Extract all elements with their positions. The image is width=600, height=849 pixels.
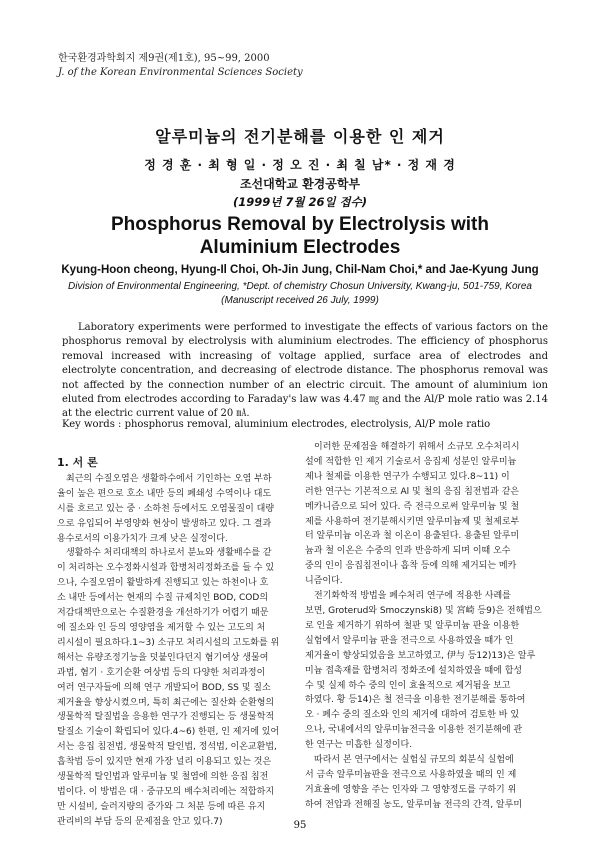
text-line: 설에 적합한 인 제거 기술로서 응집제 성분인 알루미늄 [305, 456, 517, 467]
text-line: 해서는 유량조정기능을 덧붙인다던지 혐기여상 생물여 [57, 652, 269, 663]
text-line: 제거율이 향상되었음을 보고하였고, 伊与 등12)13)은 알루 [305, 650, 536, 661]
text-line: 생물학적 탈질법을 응용한 연구가 진행되는 등 생물학적 [57, 712, 275, 723]
text-line: 제나 철제를 이용한 연구가 수행되고 있다.8~11) 이 [305, 471, 510, 482]
text-line: 으나, 수질오염이 활발하게 진행되고 있는 하천이나 호 [57, 578, 269, 589]
section-heading-introduction: 1. 서 론 [57, 456, 98, 469]
text-line: 한 연구는 미흡한 실정이다. [305, 740, 413, 751]
text-line: 전기화학적 방법을 폐수처리 연구에 적용한 사례를 [314, 591, 511, 602]
text-line: 로 인을 제거하기 위하여 철판 및 알루미늄 판을 이용한 [305, 620, 520, 631]
english-title [0, 213, 600, 259]
text-line: 서는 응집 침전법, 생물학적 탈인법, 정석법, 이온교환법, [57, 742, 277, 753]
text-line: 저감대책만으로는 수질환경을 개선하기가 어렵기 때문 [57, 608, 269, 619]
text-line: 으로 유입되어 부영양화 현상이 발생하고 있다. 그 결과 [57, 518, 272, 529]
body-column-left [57, 456, 299, 830]
text-line: 과법, 혐기 · 호기순환 여상법 등의 다양한 처리과정이 [57, 667, 266, 678]
text-line: 거효율에 영향을 주는 인자와 그 영향정도를 구하기 위 [305, 784, 517, 795]
text-line: 소 내만 등에서는 현재의 수질 규제치인 BOD, COD의 [57, 593, 269, 604]
english-affiliation [0, 280, 600, 308]
text-line: 이러한 문제점을 해결하기 위해서 소규모 오수처리시 [314, 442, 520, 452]
text-line: 관리비의 부담 등의 문제점을 안고 있다.7) [57, 816, 223, 827]
text-line: 서 금속 알루미늄판을 전극으로 사용하였을 때의 인 제 [305, 769, 517, 780]
english-title-line1: Phosphorus Removal by Electrolysis with [111, 214, 489, 235]
korean-authors: 정 경 훈 · 최 형 일 · 정 오 진 · 최 칠 남* · 정 재 경 [144, 158, 456, 172]
text-line: 흡착법 등이 있지만 현재 가장 널리 이용되고 있는 것은 [57, 757, 272, 768]
text-line: 생활하수 처리대책의 하나로서 분뇨와 생활배수를 같 [66, 548, 272, 559]
text-line: 에 질소와 인 등의 영양염을 제거할 수 있는 고도의 처 [57, 622, 266, 633]
text-line: 실험에서 알루미늄 판을 전극으로 사용하였을 때가 인 [305, 635, 514, 646]
text-line: 만 시설비, 슬러지량의 증가와 그 처분 등에 따른 유지 [57, 801, 266, 812]
text-line: 으나, 국내에서의 알루미늄전극을 이용한 전기분해에 관 [305, 725, 523, 736]
korean-affiliation: 조선대학교 환경공학부 [239, 177, 361, 191]
keywords: Key words : phosphorus removal, aluminium electrodes, electrolysis, Al/P mole ratio [62, 419, 491, 430]
right-column-text [305, 440, 547, 813]
text-line: 하여 전압과 전해질 농도, 알루미늄 전극의 간격, 알루미 [305, 799, 523, 810]
text-line: 제를 사용하여 전기분해시키면 알루미늄제 및 철제로부 [305, 516, 520, 527]
abstract: Laboratory experiments were performed to investigate the effects of various factors on the phosphorus removal by electrolysis with aluminium electrodes. The efficiency of phosphorus removal increased with increasing of voltage applied, surface area of electrodes and electrolyte concentration, and decreasing of electrode distance. The phosphorus removal was not affected by the connection number of an electric circuit. The amount of aluminium ion eluted from electrodes according to Faraday's law was 4.47 ㎎ and the Al/P mole ratio was 2.14 at the electric current value of 20 ㎃. [62, 322, 548, 420]
text-line: 최근의 수질오염은 생활하수에서 기인하는 오염 부하 [66, 473, 272, 484]
english-authors: Kyung-Hoon cheong, Hyung-Il Choi, Oh-Jin Jung, Chil-Nam Choi,* and Jae-Kyung Jung [61, 264, 539, 276]
text-line: 용수로서의 이용가치가 크게 낮은 실정이다. [57, 533, 228, 544]
text-line: 여러 연구자들에 의해 연구 개발되어 BOD, SS 및 질소 [57, 682, 271, 693]
text-line: 중의 인이 응집침전이나 흡착 등에 의해 제거되는 메카 [305, 561, 517, 572]
text-line: 메카니즘으로 되어 있다. 즉 전극으로써 알루미늄 및 철 [305, 501, 520, 512]
text-line: 따라서 본 연구에서는 실험실 규모의 회분식 실험에 [314, 755, 514, 766]
korean-title: 알루미늄의 전기분해를 이용한 인 제거 [155, 127, 445, 146]
text-line: 보면, Groterud와 Smoczynski8) 및 宮崎 등9)은 전해법으 [305, 605, 542, 616]
text-line: 오 · 폐수 중의 질소와 인의 제거에 대하여 검토한 바 있 [305, 710, 520, 721]
english-title-line2: Aluminium Electrodes [199, 237, 401, 258]
text-line: 시를 흐르고 있는 중 · 소하천 등에서도 오염물질이 대량 [57, 503, 275, 514]
text-line: 제거율을 향상시켰으며, 특히 최근에는 질산화 순환형의 [57, 697, 275, 708]
english-affiliation-line1: Division of Environmental Engineering, *Dept. of chemistry Chosun University, Kwang-ju, 501-759, Korea [68, 281, 532, 292]
text-line: 니즘이다. [305, 576, 343, 587]
journal-citation: 한국환경과학회지 제9권(제1호), 95~99, 2000 [58, 53, 270, 64]
body-column-right [305, 440, 547, 813]
text-line: 터 알루미늄 이온과 철 이온이 용출된다. 용출된 알루미 [305, 531, 520, 542]
text-line: 법이다. 이 방법은 대 · 중규모의 배수처리에는 적합하지 [57, 786, 275, 797]
page-number: 95 [293, 820, 307, 831]
text-line: 탈질소 기술이 확립되어 있다.4~6) 한편, 인 제거에 있어 [57, 727, 280, 738]
text-line: 이 처리하는 오수정화시설과 합병처리정화조를 들 수 있 [57, 563, 275, 574]
journal-name: J. of the Korean Environmental Sciences Society [58, 67, 303, 78]
journal-header [58, 52, 303, 80]
left-column-text [57, 472, 299, 830]
manuscript-received: (Manuscript received 26 July, 1999) [221, 295, 379, 306]
text-line: 늄과 철 이온은 수중의 인과 반응하게 되며 이때 오수 [305, 546, 511, 557]
korean-received-date: (1999년 7월 26일 접수) [232, 195, 368, 209]
text-line: 러한 연구는 기본적으로 Al 및 철의 응집 침전법과 같은 [305, 486, 520, 497]
text-line: 율이 높은 편으로 호소 내만 등의 폐쇄성 수역이나 대도 [57, 488, 272, 499]
text-line: 수 및 실제 하수 중의 인이 효율적으로 제거됨을 보고 [305, 680, 511, 691]
text-line: 하였다. 황 등14)은 철 전극을 이용한 전기분해를 통하여 [305, 695, 526, 706]
text-line: 리시설이 필요하다.1~3) 소규모 처리시설의 고도화를 위 [57, 637, 280, 648]
text-line: 미늄 접촉재를 합병처리 정화조에 설치하였을 때에 합성 [305, 665, 523, 676]
text-line: 생물학적 탈인법과 알루미늄 및 철염에 의한 응집 침전 [57, 772, 269, 783]
